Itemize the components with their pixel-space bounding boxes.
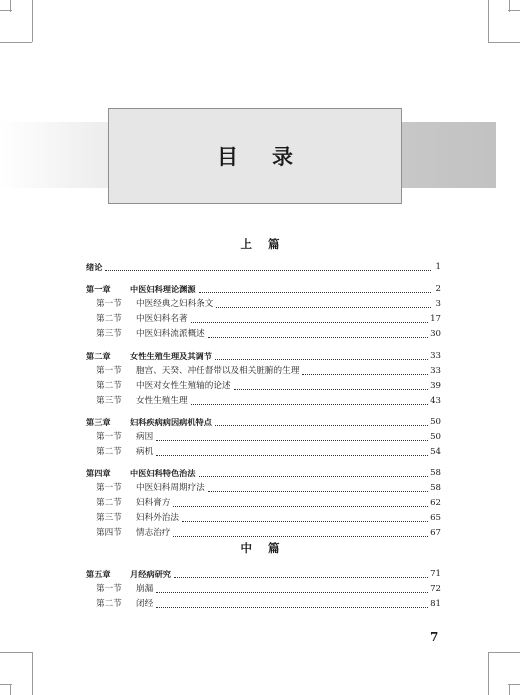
toc-chapter-entry[interactable] [86,568,441,581]
toc-entry-label [86,328,205,341]
toc-entry-page: 67 [430,528,441,538]
toc-section-entry[interactable] [86,298,441,311]
toc-entry-label [86,446,153,459]
toc-entry-page: 33 [430,366,441,376]
toc-entry-page: 72 [430,584,441,594]
toc-entry-title: 女性生殖生理 [136,396,188,406]
toc-entry-number: 第一节 [96,584,122,594]
toc-entry-page: 50 [430,417,441,427]
toc-section-entry[interactable] [86,431,441,444]
toc-entry-title: 中医经典之妇科条文 [136,299,214,309]
toc-entry-page: 58 [430,468,441,478]
toc-entry-page: 43 [430,396,441,406]
dot-leader [199,292,431,293]
toc-entry-page: 33 [430,351,441,361]
toc-section-entry[interactable] [86,380,441,393]
toc-entry-title: 月经病研究 [130,569,171,579]
crop-mark [509,0,510,12]
dot-leader [191,404,428,405]
toc-entry-label [86,416,212,429]
toc-entry-title: 中医妇科理论渊源 [130,284,196,294]
toc-entry-title: 中医妇科名著 [136,314,188,324]
toc-entry-title: 崩漏 [136,584,154,594]
toc-entry-label [86,568,171,581]
toc-entry-number: 第一节 [96,432,122,442]
toc-entry-page: 71 [430,569,441,579]
toc-chapter-entry[interactable] [86,467,441,480]
toc-entry-page: 65 [430,513,441,523]
toc-entry-title: 中医妇科周期疗法 [136,483,205,493]
dot-leader [156,455,428,456]
toc-entry-number: 第三节 [96,396,122,406]
toc-entry-title: 女性生殖生理及其调节 [130,351,212,361]
crop-mark [10,684,11,695]
part-heading-middle: 中篇 [240,541,296,555]
toc-entry-label [86,467,196,480]
dot-leader [156,440,428,441]
crop-mark [488,652,489,695]
toc-entry-page: 50 [430,432,441,442]
dot-leader [199,476,429,477]
toc-entry-title: 中医妇科流派概述 [136,329,205,339]
crop-mark [0,652,32,653]
crop-mark [0,42,32,43]
toc-entry-title: 妇科外治法 [136,513,179,523]
toc-entry-number: 第四节 [96,528,122,538]
toc-entry-page: 1 [435,262,441,272]
dot-leader [173,506,428,507]
title-box [108,108,402,204]
dot-leader [215,425,428,426]
toc-chapter-entry[interactable] [86,283,441,296]
dot-leader [105,270,431,271]
toc-entry-label [86,527,170,540]
toc-entry-number: 第二节 [96,381,122,391]
dot-leader [216,307,431,308]
dot-leader [156,592,428,593]
crop-mark [488,0,489,42]
toc-entry-label [86,395,188,408]
toc-entry-title: 病因 [136,432,154,442]
toc-entry-number: 第三节 [96,329,122,339]
toc-entry-label [86,598,153,611]
toc-section-entry[interactable] [86,598,441,611]
page-title: 目录 [217,144,327,169]
toc-entry-label [86,497,170,510]
toc-entry-page: 54 [430,447,441,457]
toc-section-entry[interactable] [86,527,441,540]
toc-entry-page: 30 [430,329,441,339]
toc-entry-number: 第二节 [96,599,122,609]
toc-entry-title: 中医妇科特色治法 [130,468,196,478]
toc-entry-number: 第二章 [86,351,111,361]
dot-leader [191,322,428,323]
dot-leader [234,389,429,390]
toc-entry-label [86,583,153,596]
toc-chapter-entry[interactable] [86,350,441,363]
page-number: 7 [430,630,439,644]
toc-entry-title: 妇科膏方 [136,498,171,508]
dot-leader [302,374,428,375]
crop-mark [32,652,33,695]
toc-entry-page: 3 [435,299,441,309]
toc-entry-page: 62 [430,498,441,508]
toc-entry-title: 中医对女性生殖轴的论述 [136,381,231,391]
toc-entry-number: 第四章 [86,468,111,478]
toc-entry-number: 第二节 [96,498,122,508]
toc-entry-number: 第一节 [96,299,122,309]
dot-leader [174,577,428,578]
toc-section-entry[interactable] [86,313,441,326]
crop-mark [32,0,33,42]
toc-entry-label [86,350,212,363]
toc-section-entry[interactable] [86,395,441,408]
toc-entry-label [86,512,179,525]
toc-entry-label [86,431,153,444]
toc-entry-number: 第一章 [86,284,111,294]
toc-section-entry[interactable] [86,482,441,495]
toc-entry-page: 58 [430,483,441,493]
toc-entry-title: 胞宫、天癸、冲任督带以及相关脏腑的生理 [136,366,300,376]
toc-entry-number: 第二节 [96,447,122,457]
toc-section-entry[interactable] [86,328,441,341]
toc-entry-title: 妇科疾病病因病机特点 [130,417,212,427]
toc-entry-label [86,283,196,296]
dot-leader [173,536,428,537]
crop-mark [488,652,520,653]
toc-section-entry[interactable] [86,497,441,510]
crop-mark [509,684,510,695]
toc-entry-number: 第二节 [96,314,122,324]
toc-entry-label [86,380,231,393]
dot-leader [208,491,428,492]
toc-entry-label [86,365,299,378]
toc-entry-label [86,313,188,326]
toc-section-entry[interactable] [86,365,441,378]
toc-entry-label [86,298,213,311]
toc-entry-number: 第三章 [86,417,111,427]
crop-mark [10,0,11,12]
toc-entry-title: 闭经 [136,599,154,609]
toc-chapter-entry[interactable] [86,416,441,429]
part-heading-upper: 上篇 [240,237,296,251]
toc-entry-title: 病机 [136,447,154,457]
toc-entry-label [86,261,102,274]
dot-leader [215,359,428,360]
toc-entry-number: 第三节 [96,513,122,523]
toc-entry-number: 第一节 [96,366,122,376]
toc-entry-page: 2 [435,284,441,294]
toc-intro-entry[interactable] [86,261,441,274]
dot-leader [156,607,428,608]
crop-mark [488,42,520,43]
toc-entry-page: 17 [430,314,441,324]
toc-entry-title: 情志治疗 [136,528,171,538]
toc-entry-title: 绪论 [86,262,103,272]
toc-section-entry[interactable] [86,583,441,596]
toc-entry-page: 81 [430,599,441,609]
toc-section-entry[interactable] [86,446,441,459]
dot-leader [208,337,428,338]
dot-leader [182,521,428,522]
toc-entry-number: 第一节 [96,483,122,493]
toc-entry-number: 第五章 [86,569,111,579]
toc-section-entry[interactable] [86,512,441,525]
toc-entry-label [86,482,205,495]
toc-entry-page: 39 [430,381,441,391]
